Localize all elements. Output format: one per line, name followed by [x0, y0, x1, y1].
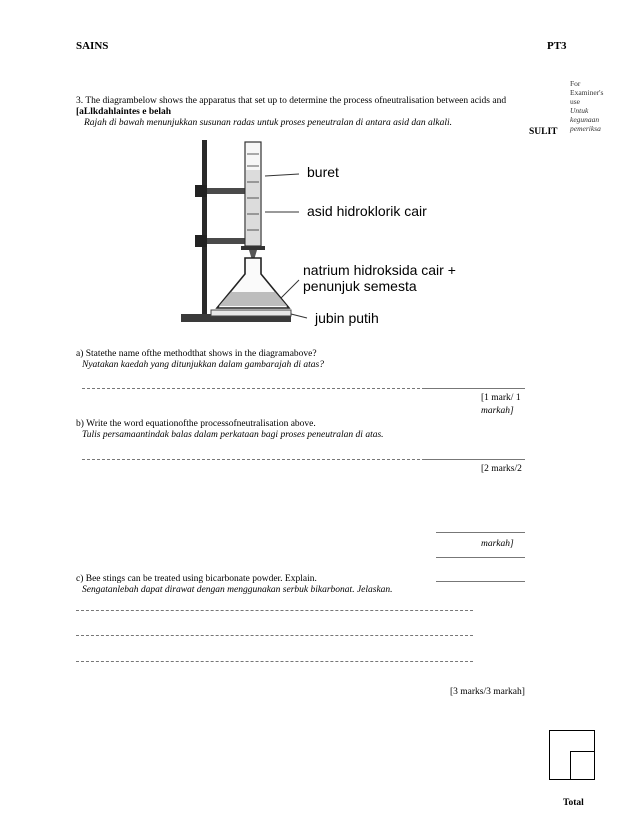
burette-acid [246, 170, 260, 245]
sidebar-for: For [570, 79, 581, 88]
apparatus-diagram [171, 134, 477, 330]
part-b-answer-line[interactable] [82, 459, 425, 460]
header-code: PT3 [547, 40, 567, 52]
part-c-answer-line-3[interactable] [76, 661, 473, 662]
label-base2: penunjuk semesta [303, 278, 417, 294]
white-tile [211, 310, 291, 316]
part-a-question-ms: Nyatakan kaedah yang ditunjukkan dalam gambarajah di atas? [82, 360, 324, 370]
label-tile: jubin putih [315, 310, 379, 326]
part-c-answer-line-1[interactable] [76, 610, 473, 611]
part-b-question-en: b) Write the word equationofthe processofneutralisation above. [76, 419, 316, 429]
sidebar-kegunaan: kegunaan [570, 115, 600, 124]
part-a-marks-2: markah] [481, 406, 514, 416]
sidebar-pemeriksa: pemeriksa [570, 124, 601, 133]
part-a-question-en: a) Statethe name ofthe methodthat shows in the diagramabove? [76, 349, 317, 359]
total-marks-box[interactable] [549, 730, 595, 780]
header-subject: SAINS [76, 40, 109, 52]
sidebar-untuk: Untuk [570, 106, 589, 115]
part-b-question-ms: Tulis persamaantindak balas dalam perkataan bagi proses peneutralan di atas. [82, 430, 384, 440]
total-marks-inner [570, 751, 595, 780]
label-acid: asid hidroklorik cair [307, 203, 427, 219]
total-label: Total [563, 798, 584, 808]
burette-tap [241, 246, 265, 250]
question-intro-ms: Rajah di bawah menunjukkan susunan radas untuk proses peneutralan di antara asid dan alkali. [84, 118, 453, 128]
sidebar-use: use [570, 97, 580, 106]
retort-stand-rod [202, 140, 207, 316]
sidebar-examiners: Examiner's [570, 88, 604, 97]
part-a-marks-1: [1 mark/ 1 [481, 393, 521, 403]
sulit-label: SULIT [529, 127, 558, 137]
part-c-question-en: c) Bee stings can be treated using bicarbonate powder. Explain. [76, 574, 317, 584]
part-b-marks-1: [2 marks/2 [481, 464, 522, 474]
part-c-question-ms: Sengatanlebah dapat dirawat dengan menggunakan serbuk bikarbonat. Jelaskan. [82, 585, 393, 595]
question-intro-en2: [aLlkdahlaintes e belah [76, 107, 172, 117]
examiner-sidebar [570, 79, 603, 133]
label-base1: natrium hidroksida cair + [303, 262, 456, 278]
part-b-marks-2: markah] [481, 539, 514, 549]
label-buret: buret [307, 164, 339, 180]
part-a-answer-line[interactable] [82, 388, 425, 389]
apparatus-svg [171, 134, 477, 330]
flask-solution [219, 292, 287, 306]
part-c-marks: [3 marks/3 markah] [450, 687, 525, 697]
part-c-answer-line-2[interactable] [76, 635, 473, 636]
question-intro-en: 3. The diagrambelow shows the apparatus that set up to determine the process ofneutralisation between acids and [76, 96, 507, 106]
